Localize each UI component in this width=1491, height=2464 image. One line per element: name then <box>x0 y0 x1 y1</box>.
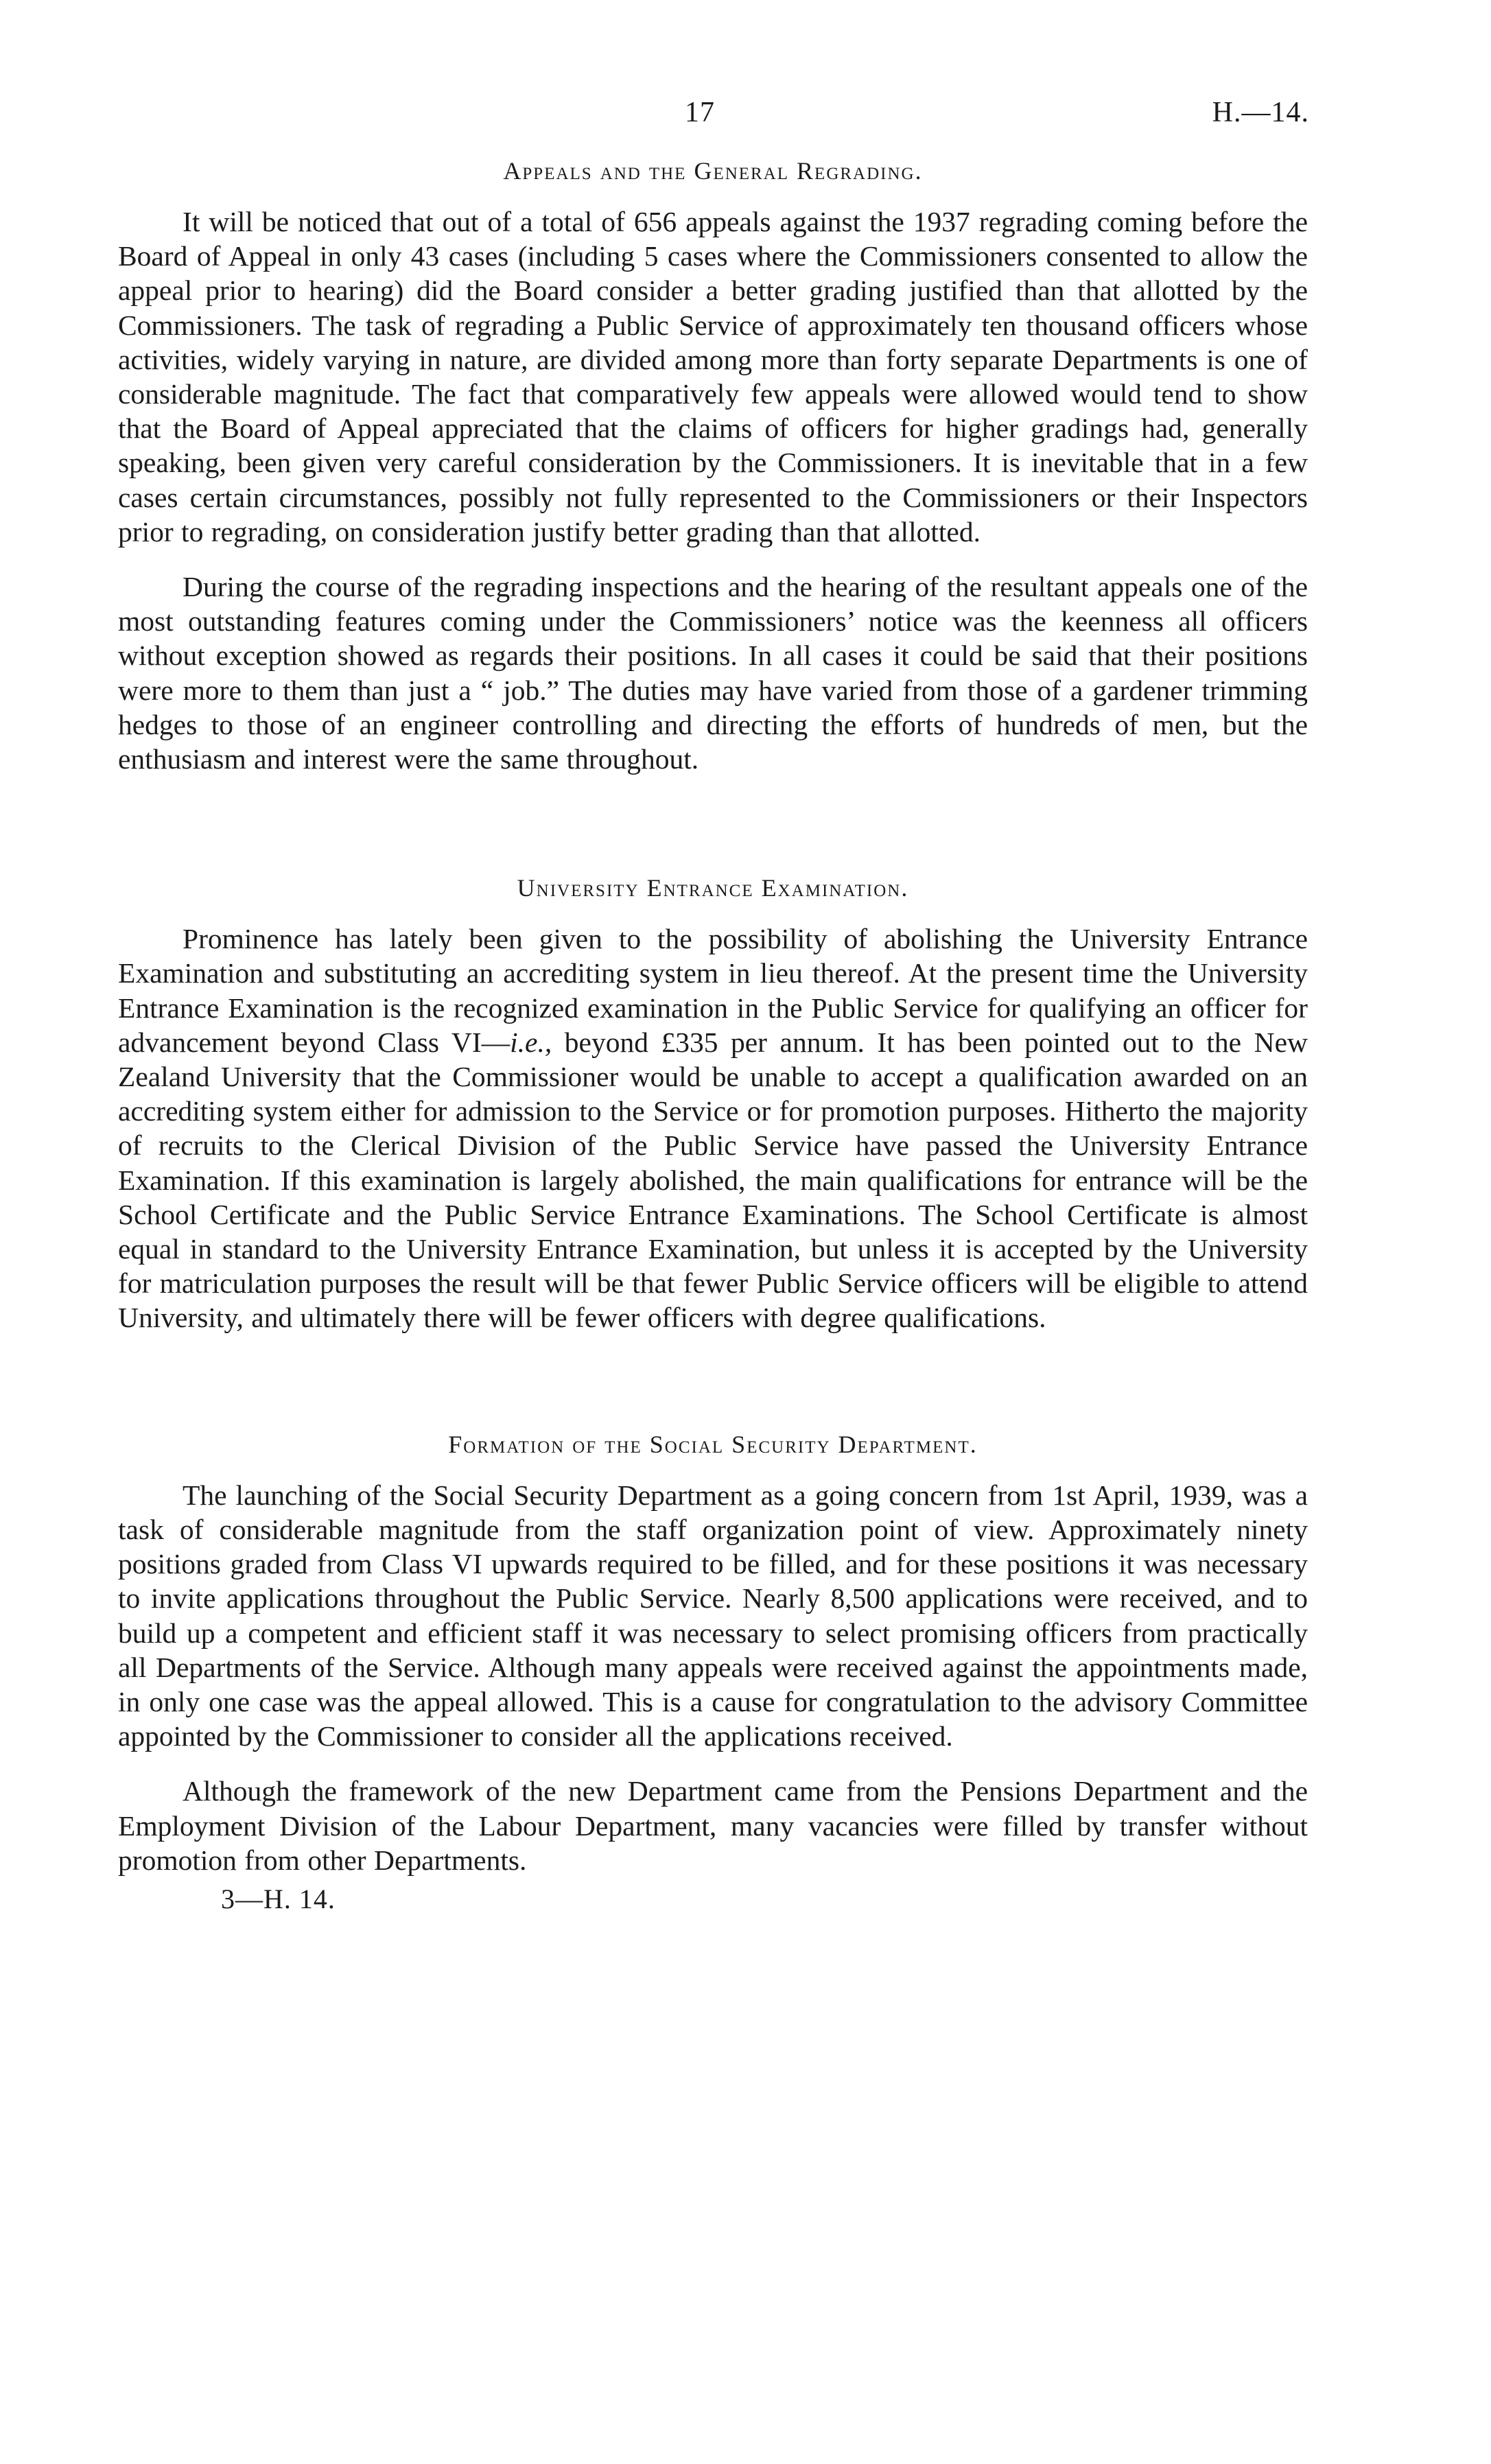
italic-abbreviation: i.e., <box>510 1026 552 1058</box>
paragraph-text: beyond £335 per annum. It has been pointed out to the New Zealand University that the Commissioner would be unable to accept a qualification awarded on an accrediting system either for admission to the Service or for promotion purposes. Hitherto the majority of recruits to the Clerical Division of the Public Service have passed the University Entrance Examination. If this examination is largely abolished, the main qualifications for entrance will be the School Certificate and the Public Service Entrance Examinations. The School Certificate is almost equal in standard to the University Entrance Examination, but unless it is accepted by the University for matriculation purposes the result will be that fewer Public Service officers will be eligible to attend University, and ultimately there will be fewer officers with degree qualifications. <box>118 1026 1308 1334</box>
paragraph: It will be noticed that out of a total of 656 appeals against the 1937 regrading coming before the Board of Appeal in only 43 cases (including 5 cases where the Commissioners consented to allow the appeal prior to hearing) did the Board consider a better grading justified than that allotted by the Commissioners. The task of regrading a Public Service of approximately ten thousand officers whose activities, widely varying in nature, are divided among more than forty separate Departments is one of considerable magnitude. The fact that comparatively few appeals were allowed would tend to show that the Board of Appeal appreciated that the claims of officers for higher gradings had, generally speaking, been given very careful consideration by the Commissioners. It is inevitable that in a few cases certain circumstances, possibly not fully represented to the Commissioners or their Inspectors prior to regrading, on consideration justify better grading than that allotted. <box>118 206 1308 548</box>
section-appeals-regrading <box>118 156 1308 776</box>
document-reference: H.—14. <box>1212 97 1309 128</box>
section-university-entrance <box>118 873 1308 1335</box>
paragraph: During the course of the regrading inspections and the hearing of the resultant appeals one of the most outstanding features coming under the Commissioners’ notice was the keenness all officers without exception showed as regards their positions. In all cases it could be said that their positions were more to them than just a “ job.” The duties may have varied from those of a gardener trimming hedges to those of an engineer controlling and directing the efforts of hundreds of men, but the enthusiasm and interest were the same throughout. <box>118 571 1308 775</box>
page-number: 17 <box>685 97 715 128</box>
paragraph <box>118 922 1308 1335</box>
section-social-security <box>118 1430 1308 1877</box>
section-title: Formation of the Social Security Department. <box>448 1430 978 1458</box>
section-title: University Entrance Examination. <box>517 874 909 902</box>
page-content <box>118 156 1308 1915</box>
paragraph: The launching of the Social Security Department as a going concern from 1st April, 1939, was a task of considerable magnitude from the staff organization point of view. Approximately ninety positions graded from Class VI upwards required to be filled, and for these positions it was necessary to invite applications throughout the Public Service. Nearly 8,500 applications were received, and to build up a competent and efficient staff it was necessary to select promising officers from practically all Departments of the Service. Although many appeals were received against the appointments made, in only one case was the appeal allowed. This is a cause for congratulation to the advisory Committee appointed by the Commissioner to consider all the applications received. <box>118 1479 1308 1752</box>
paragraph-text: Prominence has lately been given to the possibility of abolishing the University Entrance Examination and substituting an accrediting system in lieu thereof. At the present time the University Entrance Examination is the recognized examination in the Public Service for qualifying an officer for advancement beyond Class VI— <box>118 923 1308 1058</box>
signature-mark: 3—H. 14. <box>221 1883 336 1914</box>
section-title: Appeals and the General Regrading. <box>503 157 923 185</box>
paragraph: Although the framework of the new Department came from the Pensions Department and the Employment Division of the Labour Department, many vacancies were filled by transfer without promotion from other Departments. <box>118 1775 1308 1876</box>
